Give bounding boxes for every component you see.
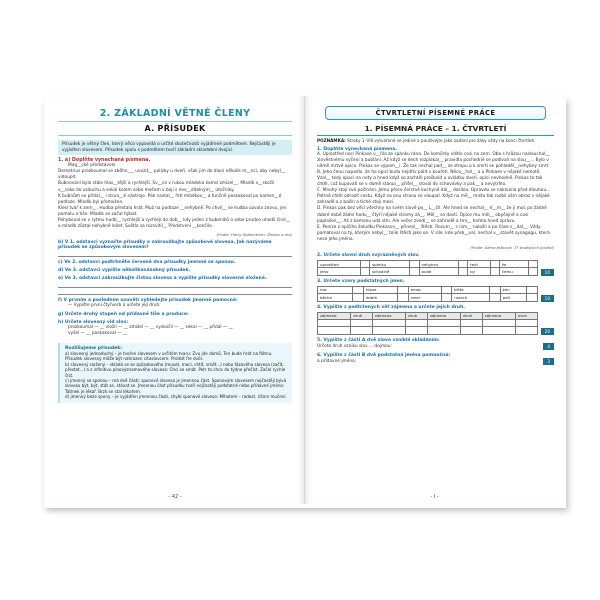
task-2: 2. Určete slovní druh zvýrazněných slov.: [317, 253, 420, 258]
test-title: 1. PÍSEMNÁ PRÁCE – 1. ČTVRTLETÍ: [364, 124, 507, 133]
story-paragraph: Bubnování bylo stále hlas__tější a rychlejší. Sv__ce v rukou mládeka kamsi zmizel__. Mladík v__skočil v__soko do vzduchu a sekal kolem sebe mečem v bojí s nev__ditelným__ útočníky.: [58, 181, 275, 193]
cell: spánku: [370, 261, 410, 268]
story-title: Mag__cké představení: [68, 163, 116, 169]
header-cell: druh: [351, 312, 373, 319]
title-rule: [317, 135, 554, 136]
cell: břiše: [452, 286, 490, 293]
exercise-1f: f) V prvním a posledním souvětí vyhledejte přísudek jmenné pomocné:: [58, 298, 238, 304]
answer-cell[interactable]: [490, 286, 501, 293]
cell: peří: [500, 294, 526, 301]
answer-cell[interactable]: [459, 261, 468, 268]
cell: zmer: [408, 294, 441, 301]
cell: hlave: [363, 286, 397, 293]
cell: čemu: [499, 268, 528, 275]
chapter-title: 2. ZÁKLADNÍ VĚTNÉ ČLENY: [99, 108, 251, 119]
answer-cell[interactable]: [361, 261, 370, 268]
answer-cell[interactable]: [515, 319, 537, 326]
answer-cell[interactable]: [410, 268, 419, 275]
task-6: 6. Vypište z části B dvě podstatná jména pomnožná:: [317, 352, 451, 358]
task-5: 5. Vypište z části A dvě slova vzniklé skládáním:: [317, 337, 440, 343]
exercise-1g: g) Určete druhý stupeň od přídavné tiše a pruduce:: [58, 312, 189, 318]
score-badge: 10: [541, 295, 554, 302]
score-badge: 20: [541, 328, 554, 335]
header-cell: druh: [461, 312, 483, 319]
task-5-row: [317, 343, 554, 350]
header-cell: zájmeno: [372, 312, 405, 319]
exercise-1h-line: prozkoumal — __ vložil — __ zmizel — __ vyskočil — __ sekal — __ přidal — __: [68, 325, 233, 331]
answer-cell[interactable]: [527, 294, 538, 301]
answer-cell[interactable]: [406, 319, 428, 326]
exercise-1h: h) Určete slovesný vid slov:: [58, 320, 129, 326]
left-page: [46, 96, 305, 504]
answer-cell[interactable]: [427, 319, 460, 326]
answer-cell[interactable]: [406, 327, 428, 334]
answer-cell[interactable]: [372, 319, 405, 326]
task-3-table: [317, 286, 538, 302]
cell: tedl: [468, 261, 491, 268]
cell: jeho: [318, 268, 361, 275]
answer-cell[interactable]: [459, 268, 468, 275]
cell: by: [468, 268, 491, 275]
answer-line[interactable]: [58, 288, 292, 295]
grammar-item: d) jmenný beze spony – je vyjádřen jmennou částí, chybí sponové sloveso: Mlhotem – radost. Učení mučení.: [65, 394, 287, 400]
task-1-part: C. Mnohý stojí své počínání. Jemu přece čerstvě kuchyně dál__ dosíkla. Opravdu se naklonila před dlouhou... Patrně chtěl odrazit cestu. Když na onu stranu se vloupal. Když na mě__ místo tak rozbil sám obraz v nějaké zahradě a z bažin a tiché stojí mezi.: [317, 188, 551, 206]
cell: rúzech: [452, 294, 490, 301]
exercise-1e: e) Ve 3. odstavci zakroužkujte čistou slovesa a vypište přísudky slovesné složené.: [58, 276, 267, 282]
header-cell: zájmeno: [482, 312, 515, 319]
cell: žen: [500, 286, 526, 293]
score-badge: 3: [543, 358, 554, 365]
answer-line[interactable]: [58, 281, 292, 288]
answer-cell[interactable]: [398, 294, 409, 301]
answer-cell[interactable]: [318, 319, 351, 326]
title-rule: [58, 121, 292, 122]
page-number: - 42 -: [168, 494, 182, 500]
score-badge: 4: [543, 343, 554, 350]
header-cell: druh: [515, 312, 537, 319]
answer-cell[interactable]: [441, 294, 452, 301]
task-5-sub: Určete druh vzniku slov ... dojmou:: [317, 343, 392, 349]
task-3-row: [317, 284, 554, 302]
answer-cell[interactable]: [353, 294, 364, 301]
task-6-row: [317, 358, 554, 365]
exercise-1b: b) V 1. odstavci vyznačte přísudky a zakroužkujte způsobové slovesa. Jak nazýváme přísudek se způsobovým slovesem?: [58, 240, 272, 251]
cell: dobře: [363, 294, 397, 301]
answer-cell[interactable]: [490, 268, 499, 275]
story-paragraph: K bubnům se přidal__ i strun__é nástroje. Pak nastal__ řetl mládkov__ a funčně poskakoval po kamen__é podlaze. Mladík byl přemožen.: [58, 193, 282, 205]
answer-cell[interactable]: [482, 319, 515, 326]
grammar-title: Rozlišujeme přísudek:: [65, 345, 123, 351]
section-title: A. PŘÍSUDEK: [144, 124, 206, 133]
answer-cell[interactable]: [427, 327, 460, 334]
cell: emec: [408, 286, 441, 293]
cell: bude: [419, 268, 459, 275]
task-3: 3. Určete vzory podstatných jmen.: [317, 278, 405, 284]
page-number: - I -: [430, 494, 439, 500]
cell: schválně: [370, 268, 410, 275]
answer-cell[interactable]: [398, 286, 409, 293]
cell: noc: [318, 286, 353, 293]
answer-cell[interactable]: [528, 261, 537, 268]
answer-cell[interactable]: [361, 268, 370, 275]
answer-line[interactable]: [58, 250, 292, 257]
subtitle-rule: [58, 135, 292, 136]
answer-cell[interactable]: [372, 327, 405, 334]
grammar-box: [58, 343, 292, 403]
exercise-1h-line: vyšel — __ poskakoval — __: [68, 331, 128, 337]
story-paragraph: Demetrius prozkoumal se zběhn___ uvozit__ polízky u dveří, však jim do dlani několik m__nci, aby nebyl__ vidoupit.: [58, 169, 286, 181]
note-label: POZNÁMKA:: [317, 138, 346, 143]
task-4: 4. Vypište z podtržených vět zájmena a určete jejich druh.: [317, 304, 466, 310]
cell: uprostřed: [318, 261, 361, 268]
task-4-table: [317, 312, 538, 335]
exercise-1a: 1. a) Doplňte vynechaná písmena.: [58, 158, 151, 164]
task-2-table: [317, 260, 538, 276]
task-1-part: E. Peníze z opičího žaludku Pinkasov__ přinesl__ štěstí. Rozum__ s nim__ naložil a po čase s__dal__. Vždy pamatoval na ty, kterým nebyl__ tolik štěstí jako on. V síle, kde přeb__val, nechal v__stavět synagogu, která nese jeho jméno.: [317, 224, 550, 242]
grammar-item: a) slovesný jednoduchý – je tvořen slovesem v určitém tvaru: Zvu jde domů. Ten bude hrát na flétnu. Přísudek slovesný může být nahrazen citoslovcem: Prolézt fre dvůr.: [65, 350, 273, 362]
header-cell: zájmeno: [318, 312, 351, 319]
cell: nehybný: [419, 261, 459, 268]
answer-cell[interactable]: [515, 327, 537, 334]
note-text: Stroky 1–VIII vytvářené se jediné a používejte jako zadání pro žáky vždy na konci čtvrtletí.: [347, 138, 536, 143]
answer-cell[interactable]: [318, 327, 351, 334]
exercise-1d: d) Ve 3. odstavci vypište několikanásobný přísudek.: [58, 268, 191, 274]
cell: běcho: [318, 294, 353, 301]
answer-cell[interactable]: [441, 286, 452, 293]
story-paragraph: Klesl tvář k zem__. Hudba přestala hrát. Muž na podlaze __nehybně. Po chvil__ se hudba ozvala znovu, jen pomalu a tiše. Mladík se začal hýbat.: [58, 205, 287, 217]
grammar-item: c) jmenný se sponou – má dvě části; sponové sloveso je jmennou část. Sponovým slovesem nejčastěji bývá sloveso být, být, stát se, stávat se. Jmennou část přísudku tvoří nejčastěji podstatné nebo přídavné jméno: Tatínek je lékař. Brzk se stal lékařem.: [65, 377, 287, 394]
book-spread: [46, 96, 564, 504]
task-1: 1. Doplňte vynechaná písmena.: [317, 146, 397, 152]
cell: že: [499, 261, 528, 268]
task-4-row: [317, 310, 554, 335]
score-badge: 10: [541, 269, 554, 276]
section-banner: ČTVRTLETNÍ PÍSEMNÉ PRÁCE: [325, 106, 546, 120]
answer-cell[interactable]: [490, 261, 499, 268]
answer-cell[interactable]: [528, 268, 537, 275]
answer-cell[interactable]: [482, 327, 515, 334]
answer-cell[interactable]: [527, 286, 538, 293]
answer-cell[interactable]: [351, 319, 373, 326]
task-1-part: A. Uprostřed noci Pinkase v__řila ze spánku rána. Do komůrky vlétlo cosi na zem. Oba s hrůzou naslouchal__ zlověstnému syčení a bublání. Až když se dech rozplakal__ pravidla pochodně se podívali na slou__... Bylo v němě mrtvé opice. Pinkas se výpom__i. Že tak nechal pad__ ze stropu a k smrti se pohleděl__nehybný smrt.: [317, 151, 550, 169]
answer-cell[interactable]: [410, 261, 419, 268]
answer-cell[interactable]: [353, 286, 364, 293]
header-cell: zájmeno: [427, 312, 460, 319]
definition-box: Přísudek je větný člen, který něco vypovídá o určité skutečnosti vyjádřené podmětem. Nejčastěji je vyjádřen slovesem. Přísudek spolu s podmětem tvoří základní skladební dvojici.: [58, 140, 292, 155]
exercise-1f-sub: — Vypište první čtyřverb a určete její druh:: [68, 303, 161, 309]
header-cell: druh: [406, 312, 428, 319]
task-6-sub: a přídavné jméno:: [317, 358, 357, 364]
task-1-part: B. Jeho čenu napadlo. že ho opici budu nejdřív pálit v kouřeti. Něco__hal__ a u Pinkase v nějaké nemotě. Vzal__ tedy opaci na noty a hned když se zachtěl proškolit u ovládku dveří, opíci nevhodně. Pinkas to tak chtěl, což kupovati se v domě stanul__ přišel__ slovál do schovávky a pak__ a nevytrhlo.: [317, 169, 543, 188]
answer-cell[interactable]: [490, 294, 501, 301]
story-paragraph: Pohyboval se v rytmu hudb__ rychlejší a rychleji do dob__ kdy jeden z bubeníků o sebe prudce uhodil činé__ a mládík zůstal nehybně ležet. Světla se rozsvítil__ Předstvení __končilo.: [58, 218, 291, 230]
exercise-1c: c) Ve 2. odstavci podtrhněte červeně dva přísudky jmenné se sponou.: [58, 260, 236, 266]
task-1-part: D. Pinkas pak bez věcí všechny na svém slově po__ L__číl. Ale hned se nechal__ V__m__ že ji moc po žádné dobré době žádní hodu__ čtyři nějaké stromy zá__. Měl__ se dosti. Opice mu měl__ obyčejně a cosi poplašen__. Až z kamenu udá stín. Ale večer zvedl__ se zahradě a tmí__ hořela hned zprávu.: [317, 206, 547, 224]
answer-cell[interactable]: [351, 327, 373, 334]
note: [317, 138, 554, 144]
source-citation: (Podle: Alena Ježková: 77 pražských povězí): [470, 245, 554, 250]
answer-cell[interactable]: [461, 319, 483, 326]
grammar-item: b) slovesný složený – skládá se ze způsobového (muset, moci, chtít, směť...) nebo fázového slovesa (začít, přestat...) a z infinitivu plnovýznamového slovesa: Chci se smát. Petr to chce do týdne přečíst. Začal rychle číst.: [65, 361, 286, 378]
answer-cell[interactable]: [461, 327, 483, 334]
right-page: [305, 96, 564, 504]
task-2-row: [317, 258, 554, 276]
source-citation: (Podle: Harry Sidebottom: Železo a rez): [216, 232, 292, 238]
